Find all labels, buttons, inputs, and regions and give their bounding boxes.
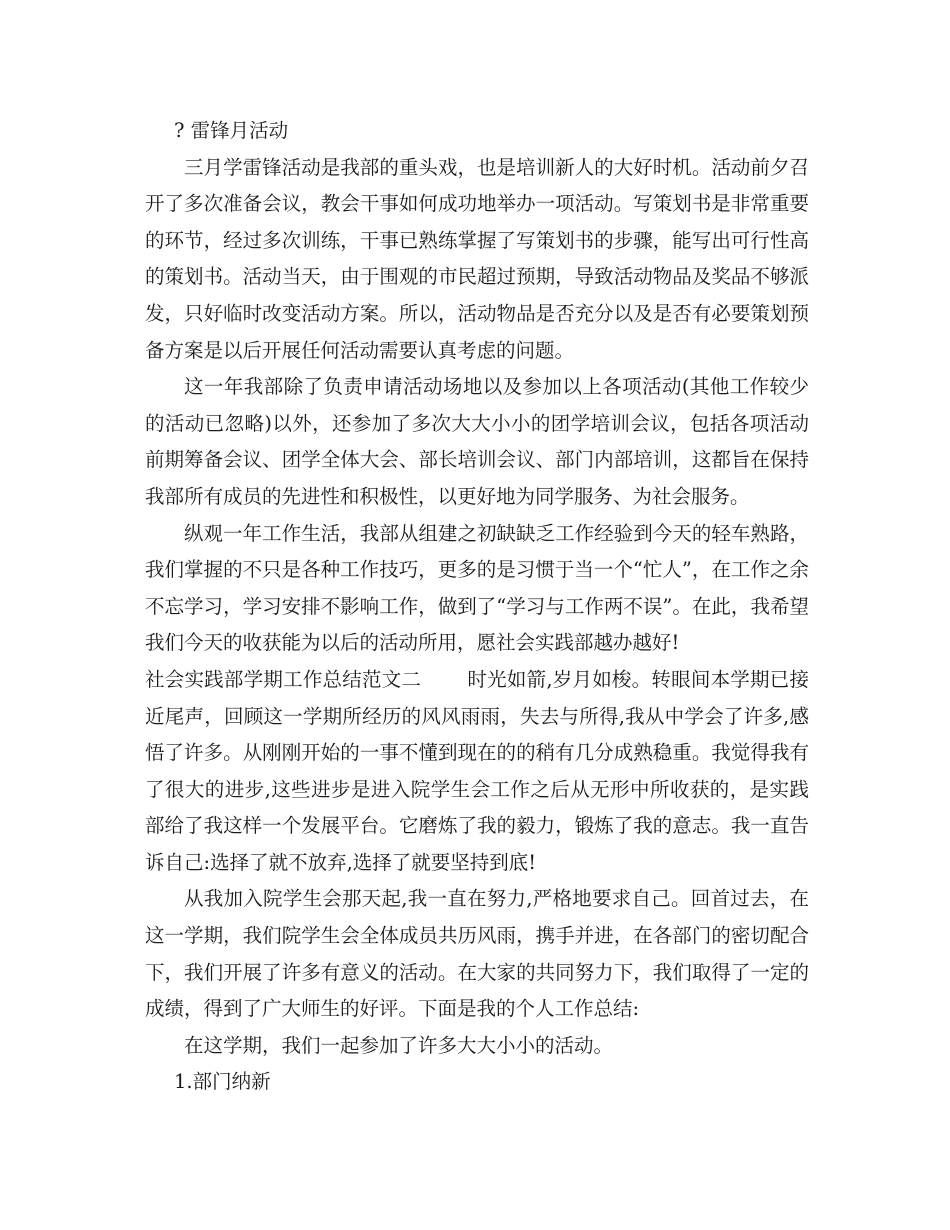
paragraph: 在这学期，我们一起参加了许多大大小小的活动。 bbox=[184, 1033, 614, 1057]
paragraph: 这一年我部除了负责申请活动场地以及参加以上各项活动(其他工作较少的活动已忽略)以外，还参加了多次大大小小的团学培训会议，包括各项活动前期筹备会议、团学全体大会、部长培训会议、部门内部培训，这都旨在保持我部所有成员的先进性和积极性，以更好地为同学服务、为社会服务。 bbox=[145, 375, 809, 508]
article-title: 社会实践部学期工作总结范文二 bbox=[145, 667, 422, 691]
paragraph: 纵观一年工作生活，我部从组建之初缺缺乏工作经验到今天的轻车熟路，我们掌握的不只是各种工作技巧，更多的是习惯于当一个“忙人”，在工作之余不忘学习，学习安排不影响工作，做到了“学习与工作两不误”。在此，我希望我们今天的收获能为以后的活动所用，愿社会实践部越办越好! bbox=[145, 521, 809, 655]
article-block bbox=[145, 662, 809, 882]
list-item: 1.部门纳新 bbox=[174, 1070, 271, 1094]
section-heading: ? 雷锋月活动 bbox=[174, 119, 289, 142]
article-intro: 时光如箭,岁月如梭。转眼间本学期已接近尾声，回顾这一学期所经历的风风雨雨，失去与所得,我从中学会了许多,感悟了许多。从刚刚开始的一事不懂到现在的的稍有几分成熟稳重。我觉得我有了很大的进步,这些进步是进入院学生会工作之后从无形中所收获的，是实践部给了我这样一个发展平台。它磨炼了我的毅力，锻炼了我的意志。我一直告诉自己:选择了就不放弃,选择了就要坚持到底! bbox=[145, 667, 809, 874]
paragraph: 从我加入院学生会那天起,我一直在努力,严格地要求自己。回首过去，在这一学期，我们院学生会全体成员共历风雨，携手并进，在各部门的密切配合下，我们开展了许多有意义的活动。在大家的共同努力下，我们取得了一定的成绩，得到了广大师生的好评。下面是我的个人工作总结: bbox=[145, 887, 809, 1021]
paragraph: 三月学雷锋活动是我部的重头戏，也是培训新人的大好时机。活动前夕召开了多次准备会议，教会干事如何成功地举办一项活动。写策划书是非常重要的环节，经过多次训练，干事已熟练掌握了写策划书的步骤，能写出可行性高的策划书。活动当天，由于围观的市民超过预期，导致活动物品及奖品不够派发，只好临时改变活动方案。所以，活动物品是否充分以及是否有必要策划预备方案是以后开展任何活动需要认真考虑的问题。 bbox=[145, 155, 809, 362]
document-body bbox=[145, 113, 809, 1101]
